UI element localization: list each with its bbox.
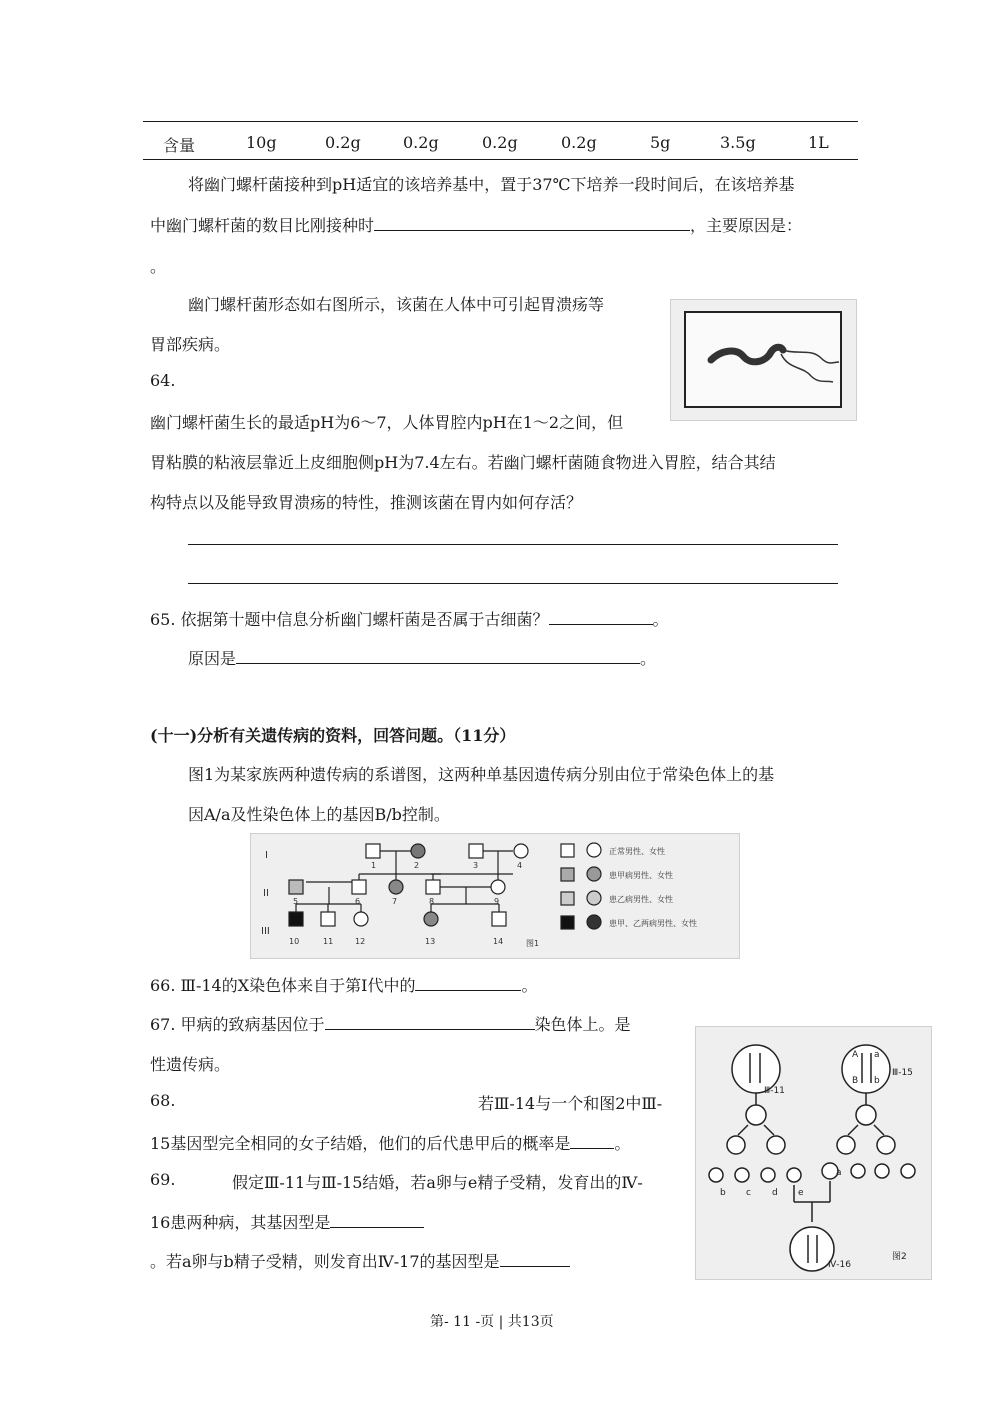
legend-label: 患甲、乙两病男性、女性 [609,919,697,928]
q66-text: 66. Ⅲ-14的X染色体来自于第Ⅰ代中的 [150,976,416,995]
table-cell: 0.2g [403,133,439,152]
section-11-para1: 图1为某家族两种遗传病的系谱图，这两种单基因遗传病分别由位于常染色体上的基 [188,765,775,784]
q69-text: 假定Ⅲ-11与Ⅲ-15结婚，若a卵与e精子受精，发育出的Ⅳ- [232,1173,643,1192]
q63-line3: 。 [150,257,167,276]
gamete-letter: d [772,1188,778,1198]
pedigree-id: 5 [293,897,299,906]
table-cell: 10g [246,133,277,152]
q64-line3: 构特点以及能导致胃溃疡的特性，推测该菌在胃内如何存活？ [150,493,583,512]
pedigree-id: 7 [392,897,398,906]
pedigree-id: 11 [323,937,334,946]
figure-caption: 图1 [526,939,540,948]
q65-reason-period: 。 [640,649,657,668]
allele-label: B [852,1076,859,1086]
q63-line1: 将幽门螺杆菌接种到pH适宜的该培养基中，置于37℃下培养一段时间后，在该培养基 [188,175,795,194]
gen-label: I [265,850,268,861]
fig2-caption: 图2 [892,1252,907,1262]
allele-label: b [874,1076,880,1086]
pedigree-id: 4 [517,861,523,870]
legend-label: 患乙病男性、女性 [609,895,673,904]
table-cell: 0.2g [482,133,518,152]
q65-line2 [188,646,656,669]
table-top-rule [143,121,858,122]
allele-label: A [852,1050,859,1060]
pedigree-figure [250,833,740,959]
q67 [150,1012,631,1035]
pedigree-id: 14 [493,937,504,946]
q69-answer-blank-2[interactable] [500,1252,570,1267]
q68-number: 68. [150,1091,176,1110]
q66-answer-blank[interactable] [415,976,521,991]
q69-line3 [150,1249,570,1272]
q67-text: 67. 甲病的致病基因位于 [150,1015,325,1034]
section-11-para2: 因A/a及性染色体上的基因B/b控制。 [188,805,450,824]
q69-number: 69. [150,1170,176,1189]
q64-line2: 胃粘膜的粘液层靠近上皮细胞侧pH为7.4左右。若幽门螺杆菌随食物进入胃腔，结合其结 [150,453,776,472]
pedigree-id: 6 [355,897,361,906]
q69-line2-text: 16患两种病，其基因型是 [150,1213,331,1232]
q65-reason-blank[interactable] [236,649,640,664]
q65-reason-label: 原因是 [188,649,237,668]
helicobacter-illustration [671,300,856,420]
pedigree-id: 13 [425,937,436,946]
allele-label: a [874,1050,880,1060]
q65-period: 。 [652,610,669,629]
pedigree-id: 1 [371,861,377,870]
q68-answer-blank[interactable] [570,1134,614,1149]
pedigree-id: 8 [429,897,435,906]
q67-answer-blank[interactable] [325,1015,535,1030]
q65-question: 65. 依据第十题中信息分析幽门螺杆菌是否属于古细菌？ [150,610,549,629]
q64-number: 64. [150,371,176,390]
bacterium-figure [670,299,857,421]
table-cell: 0.2g [561,133,597,152]
q67-tail: 染色体上。是 [534,1015,631,1034]
fig2-label: Ⅳ-16 [828,1260,852,1270]
q63-line2 [150,213,802,236]
q64-answer-line-2[interactable] [188,583,838,584]
pedigree-id: 3 [473,861,479,870]
gen-label: III [261,926,270,937]
gamete-letter: e [798,1188,804,1198]
q63-answer-blank[interactable] [374,216,690,231]
q68-period: 。 [614,1134,631,1153]
gamete-letter: b [720,1188,726,1198]
q68-line2 [150,1131,630,1154]
q69-line2 [150,1210,424,1233]
legend-label: 正常男性、女性 [609,847,665,856]
legend-label: 患甲病男性、女性 [609,871,673,880]
table-cell: 3.5g [720,133,756,152]
gamete-letter: a [836,1168,842,1178]
q64-answer-line-1[interactable] [188,544,838,545]
q63-line2-tail: ，主要原因是： [690,216,803,235]
q69-line3-text: 。若a卵与b精子受精，则发育出Ⅳ-17的基因型是 [150,1252,500,1271]
table-cell: 1L [808,133,829,152]
q63-line2-text: 中幽门螺杆菌的数目比刚接种时 [150,216,375,235]
pedigree-id: 2 [414,861,420,870]
gen-label: II [263,888,269,899]
pedigree-id: 12 [355,937,366,946]
section-11-title: (十一)分析有关遗传病的资料，回答问题。（11分） [150,726,516,745]
table-row-label: 含量 [163,136,196,155]
fig2-label: Ⅲ-11 [764,1086,785,1096]
q67-line2: 性遗传病。 [150,1055,231,1074]
fig2-label: Ⅲ-15 [892,1068,913,1078]
q64-line1: 幽门螺杆菌生长的最适pH为6～7，人体胃腔内pH在1～2之间，但 [150,413,624,432]
q69-answer-blank-1[interactable] [330,1213,424,1228]
q68-text: 若Ⅲ-14与一个和图2中Ⅲ- [478,1094,663,1113]
table-cell: 5g [650,133,671,152]
table-cell: 0.2g [325,133,361,152]
page-footer: 第- 11 -页 | 共13页 [430,1314,554,1330]
pedigree-chart [251,834,739,958]
meiosis-figure [695,1026,932,1280]
meiosis-diagram [696,1027,931,1279]
table-bottom-rule [143,159,858,160]
intro-line1: 幽门螺杆菌形态如右图所示，该菌在人体中可引起胃溃疡等 [188,295,605,314]
intro-line2: 胃部疾病。 [150,335,231,354]
q66-period: 。 [521,976,538,995]
pedigree-id: 9 [494,897,500,906]
q65-line1 [150,607,669,630]
q65-answer-blank[interactable] [549,610,653,625]
gamete-letter: c [746,1188,751,1198]
q68-line2-text: 15基因型完全相同的女子结婚，他们的后代患甲后的概率是 [150,1134,571,1153]
pedigree-id: 10 [289,937,300,946]
q66 [150,973,537,996]
